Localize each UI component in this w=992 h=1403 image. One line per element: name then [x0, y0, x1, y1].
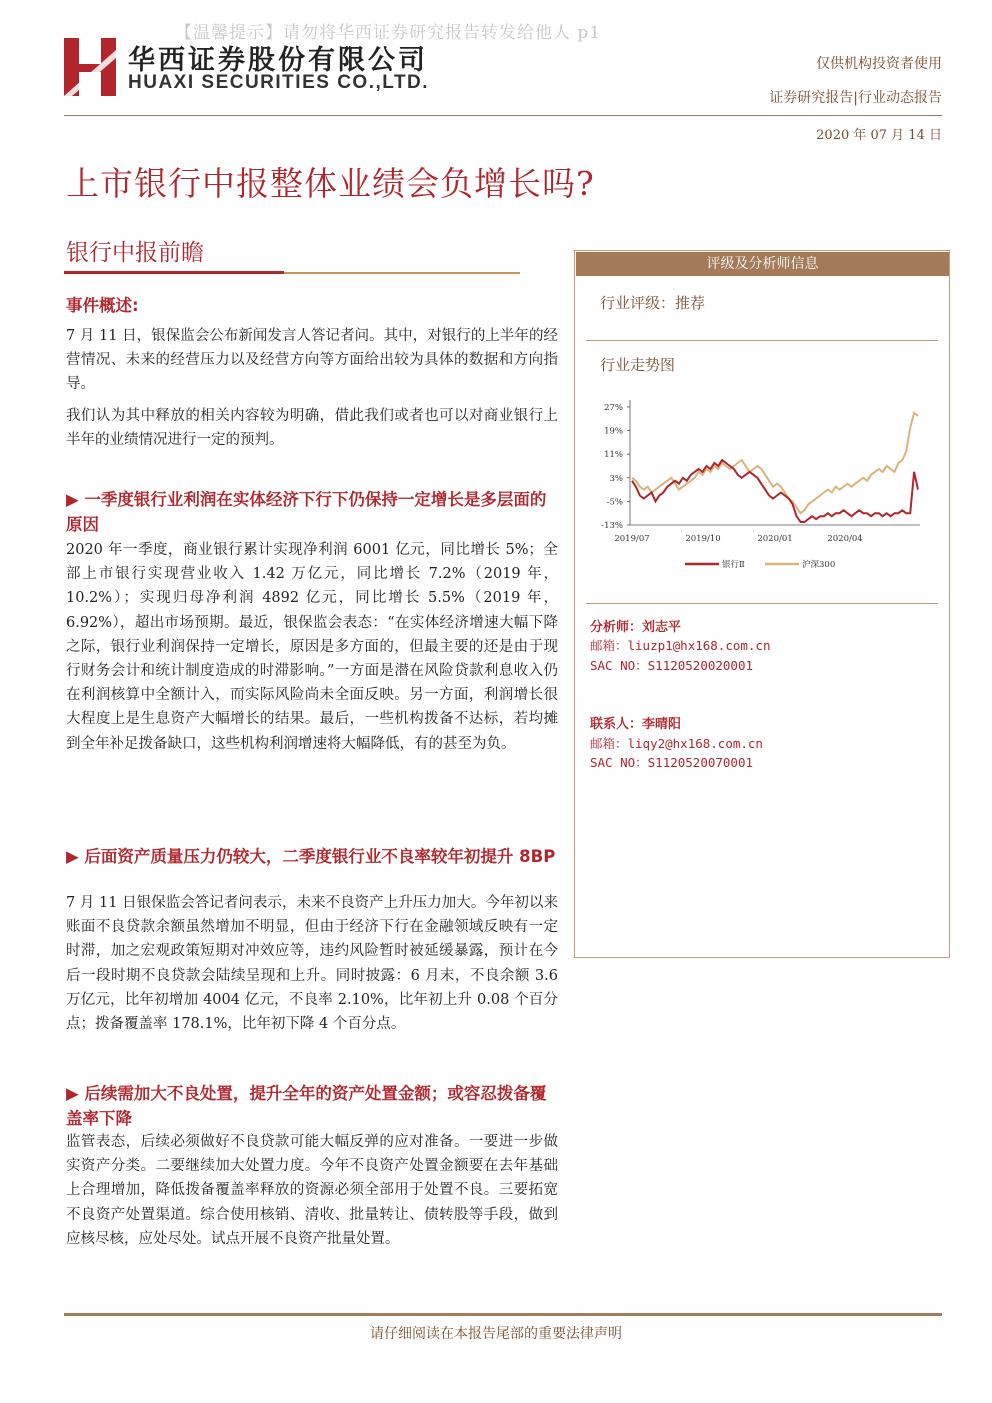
series-line-bank	[632, 460, 918, 522]
panel-divider-2	[586, 603, 938, 604]
industry-rating: 行业评级：推荐	[600, 294, 706, 312]
contact-email[interactable]: 邮箱：liqy2@hx168.com.cn	[590, 736, 763, 751]
contact-name: 联系人：李晴阳	[590, 717, 682, 732]
industry-trend-chart	[590, 395, 935, 580]
section-heading-asset-quality: ▶ 后面资产质量压力仍较大，二季度银行业不良率较年初提升 8BP	[66, 847, 556, 866]
subtitle-underline-gold	[284, 272, 520, 274]
y-tick-label: 11%	[604, 450, 623, 461]
y-tick-label: 27%	[604, 403, 623, 413]
report-title: 上市银行中报整体业绩会负增长吗?	[66, 164, 595, 203]
y-tick-label: -13%	[601, 521, 623, 531]
paragraph-disposal: 监管表态，后续必须做好不良贷款可能大幅反弹的应对准备。一要进一步做实资产分类。二要继续加大处置力度。今年不良资产处置金额要在去年基础上合理增加，降低拨备覆盖率释放的资源必须全部用于处置不良。三要拓宽不良资产处置渠道。综合使用核销、清收、批量转让、债转股等手段，做到应核尽核，应处尽处。试点开展不良资产批量处置。	[66, 1134, 558, 1247]
panel-header: 评级及分析师信息	[576, 252, 949, 276]
x-tick-label: 2020/04	[827, 534, 863, 544]
paragraph-q1-profit: 2020 年一季度，商业银行累计实现净利润 6001 亿元，同比增长 5%；全部上市银行实现营业收入 1.42 万亿元，同比增长 7.2%（2019 年，10.2%）；实现归母净利润 4892 亿元，同比增长 5.5%（2019 年，6.92%），超出市场预期。最近，银保监会表态：“在实体经济增速大幅下降之际，银行业利润保持一定增长，原因是多方面的，但最主要的还是由于现行财务会计和统计制度造成的时滞影响。”一方面是潜在风险贷款利息收入仍在利润核算中全额计入，而实际风险尚未全面反映。另一方面，利润增长很大程度上是生息资产大幅增长的结果。最后，一些机构拨备不达标，若均摊到全年补足拨备缺口，这些机构利润增速将大幅降低，有的甚至为负。	[66, 542, 558, 752]
header-divider	[64, 115, 942, 116]
section-heading-event: 事件概述:	[66, 296, 139, 315]
paragraph-event-1: 7 月 11 日，银保监会公布新闻发言人答记者问。其中，对银行的上半年的经营情况、未来的经营压力以及经营方向等方面给出较为具体的数据和方向指导。	[66, 328, 558, 393]
paragraph-asset-quality: 7 月 11 日银保监会答记者问表示，未来不良资产上升压力加大。今年初以来账面不良贷款余额虽然增加不明显，但由于经济下行在金融领域反映有一定时滞，加之宏观政策短期对冲效应等，违约风险暂时被延缓暴露，预计在今后一段时期不良贷款会陆续呈现和上升。同时披露：6 月末，不良余额 3.6 万亿元，比年初增加 4004 亿元，不良率 2.10%，比年初上升 0.08 个百分点；拨备覆盖率 178.1%，比年初下降 4 个百分点。	[66, 895, 558, 1033]
paragraph-event-2: 我们认为其中释放的相关内容较为明确，借此我们或者也可以对商业银行上半年的业绩情况进行一定的预判。	[66, 408, 558, 449]
analyst-name: 分析师：刘志平	[590, 620, 682, 635]
report-subtitle: 银行中报前瞻	[66, 240, 204, 266]
company-logo-icon	[64, 38, 116, 96]
x-tick-label: 2019/10	[685, 534, 721, 544]
panel-divider	[586, 340, 938, 341]
analyst-email[interactable]: 邮箱：liuzp1@hx168.com.cn	[590, 638, 771, 653]
report-date: 2020 年 07 月 14 日	[816, 128, 942, 143]
contact-sac: SAC NO：S1120520070001	[590, 755, 754, 770]
legend-label: 沪深300	[802, 560, 836, 570]
x-tick-label: 2020/01	[757, 534, 793, 544]
subtitle-underline	[64, 271, 284, 274]
legend-label: 银行Ⅱ	[722, 560, 745, 570]
audience-note: 仅供机构投资者使用	[816, 56, 942, 72]
watermark: 【温馨提示】请勿将华西证券研究报告转发给他人 p1	[175, 23, 602, 43]
company-name-en: HUAXI SECURITIES CO.,LTD.	[128, 72, 430, 93]
chart-label: 行业走势图	[600, 356, 676, 374]
company-name-cn: 华西证券股份有限公司	[128, 45, 428, 76]
x-tick-label: 2019/07	[614, 534, 650, 544]
legal-notice: 请仔细阅读在本报告尾部的重要法律声明	[370, 1326, 622, 1342]
analyst-sac: SAC NO：S1120520020001	[590, 658, 754, 673]
y-tick-label: -5%	[606, 497, 623, 508]
footer-divider	[64, 1313, 942, 1316]
y-tick-label: 19%	[604, 426, 623, 437]
y-tick-label: 3%	[609, 473, 623, 484]
section-heading-q1-profit: ▶ 一季度银行业利润在实体经济下行下仍保持一定增长是多层面的原因	[66, 490, 547, 534]
section-heading-disposal: ▶ 后续需加大不良处置，提升全年的资产处置金额；或容忍拨备覆盖率下降	[66, 1084, 547, 1128]
report-type: 证券研究报告|行业动态报告	[769, 90, 942, 106]
